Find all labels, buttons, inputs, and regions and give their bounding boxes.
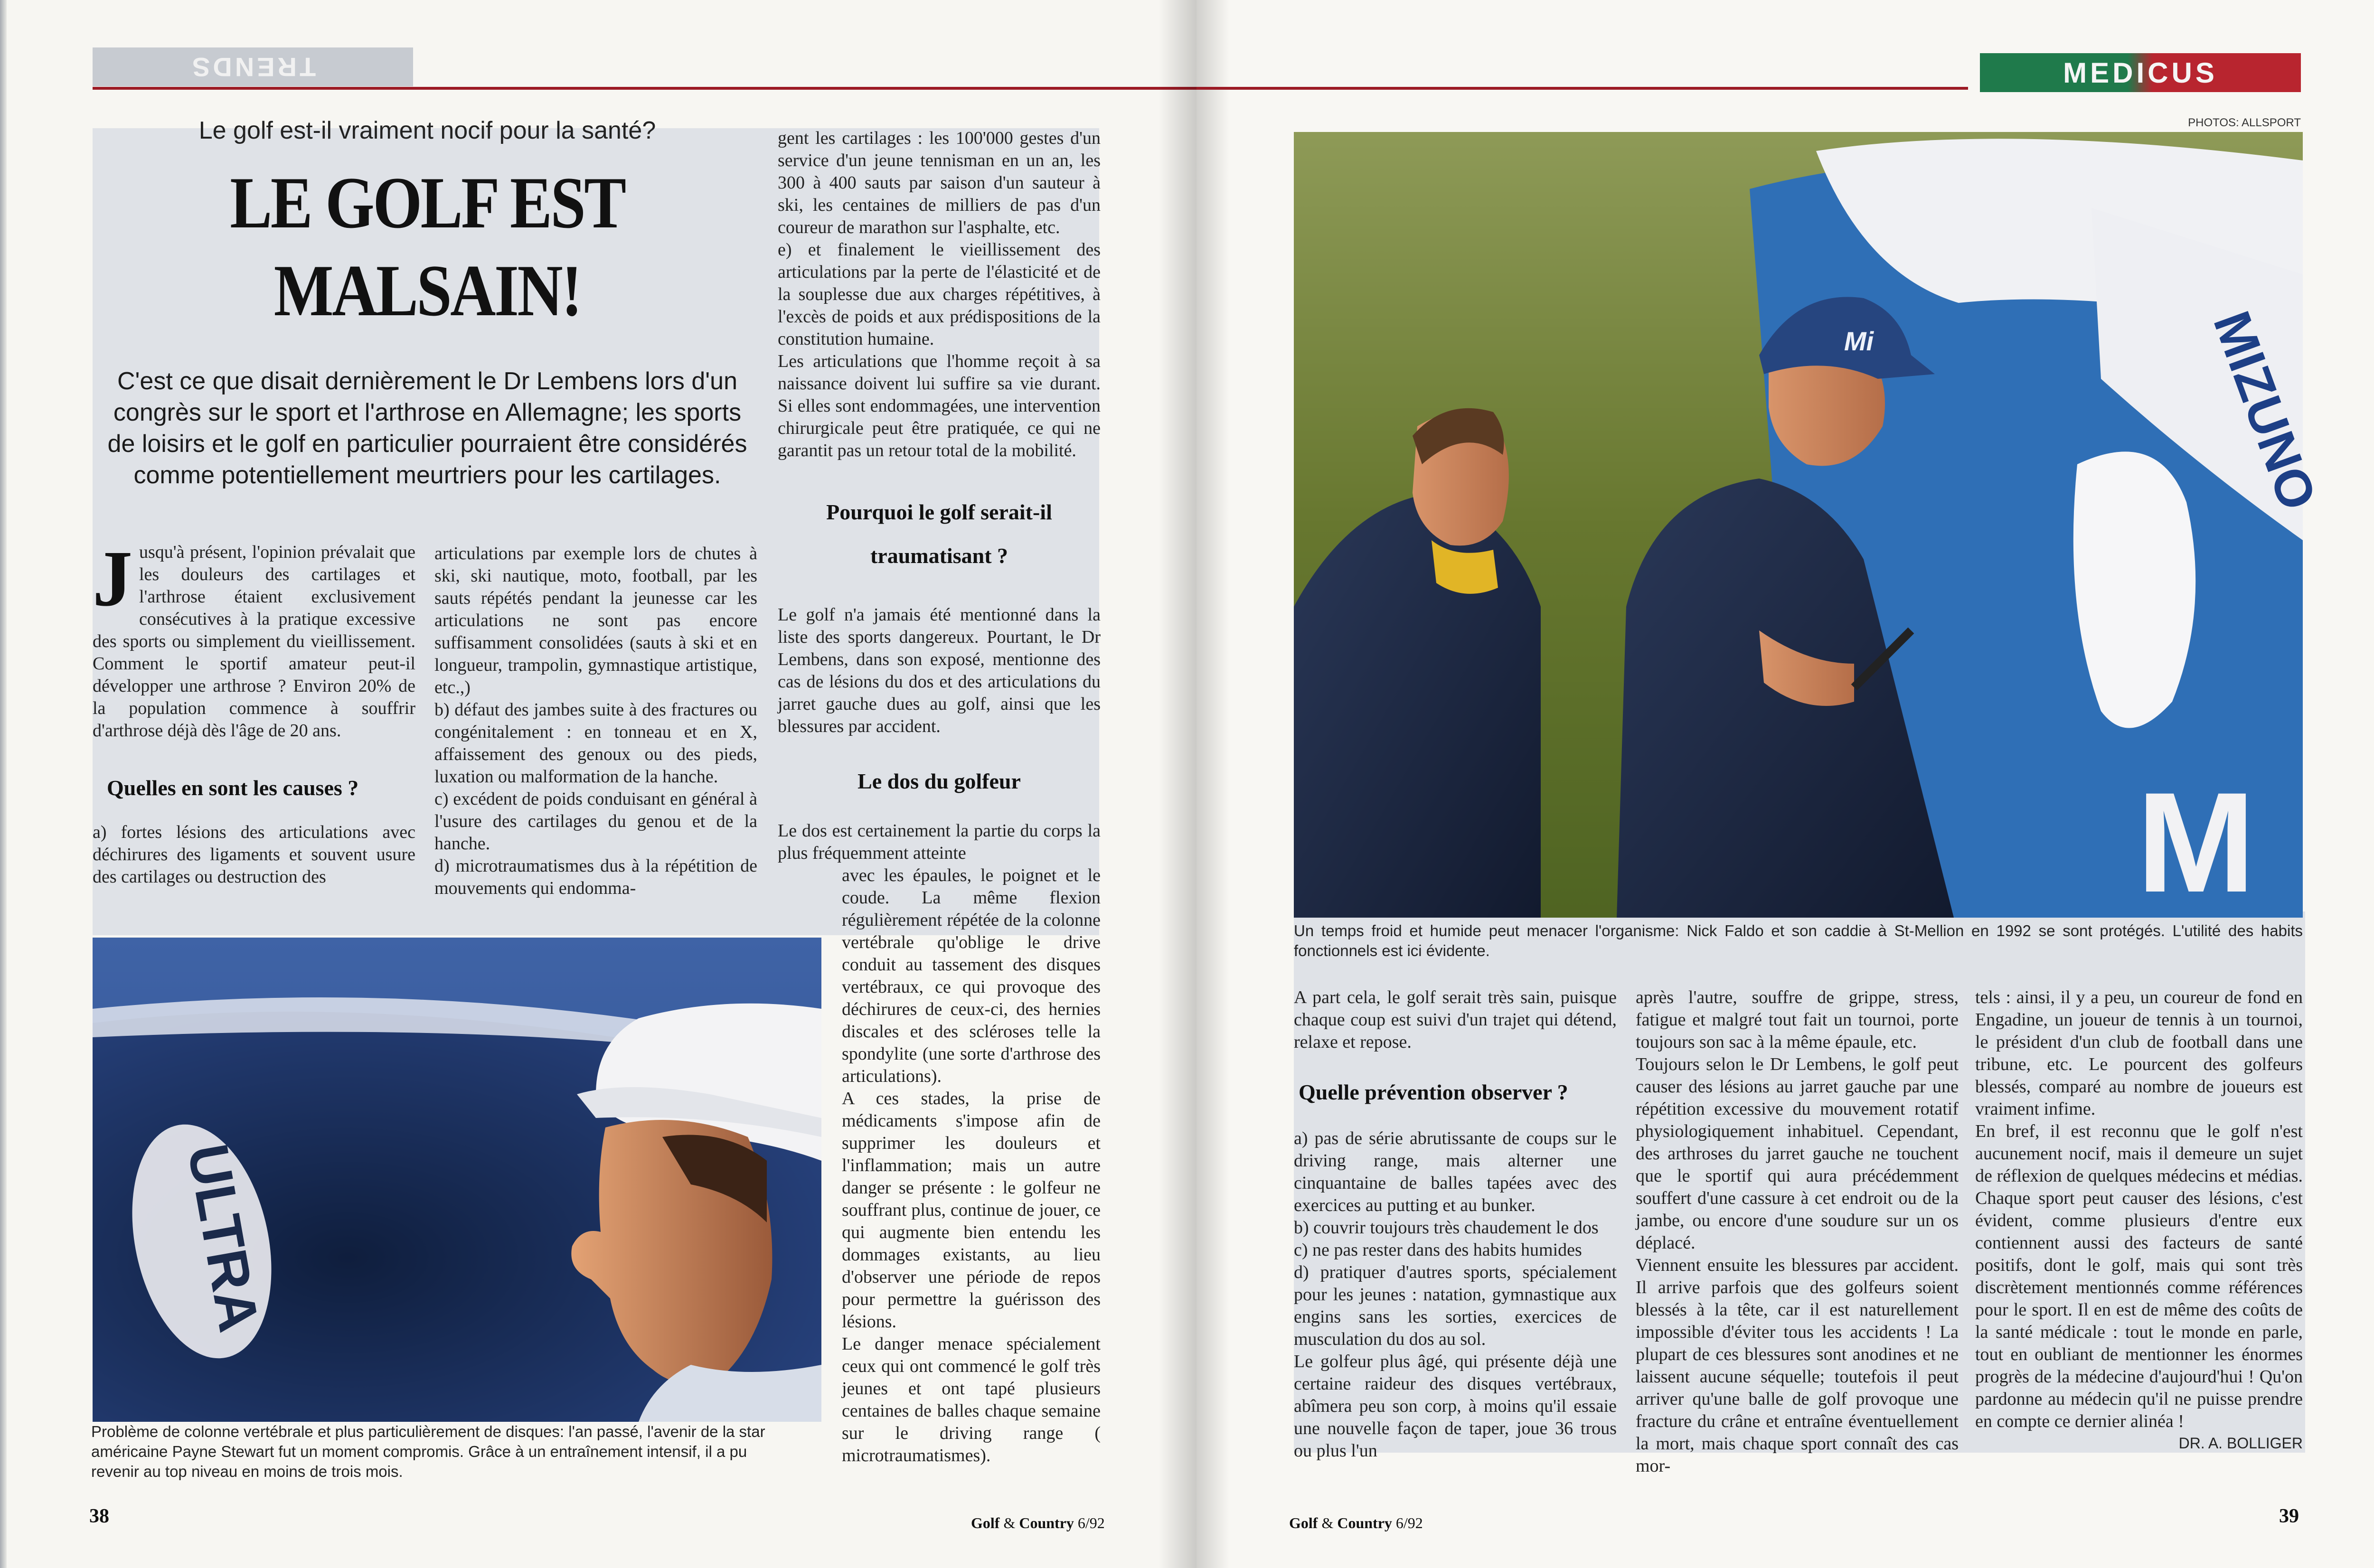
caption-left: Problème de colonne vertébrale et plus particulièrement de disques: l'an passé, l'avenir de la star américaine Payne Stewart fut un moment compromis. Grâce à un entraînement intensif, il a pu revenir au top niveau en moins de trois mois. xyxy=(91,1423,765,1480)
footer-left-country: Country xyxy=(1019,1514,1074,1531)
column-3-dos-narrow: avec les épaules, le poignet et le coude. La même flexion régulièrement répétée de la colonne vertébrale qu'oblige le drive conduit au tassement des disques vertébraux, ce qui provoque des déchirures de ceux-ci, des hernies discales et des scléroses telle la spondylite (une sorte d'arthrose des articulations). A ces stades, la prise de médicaments s'impose afin de supprimer les douleurs et l'inflammation; mais un autre danger se présente : le golfeur ne souffrant plus, continue de jouer, ce qui augmente bien entendu les dommages existants, au lieu d'observer une période de repos pour permettre la guérisson des lésions. Le danger menace spécialement ceux qui ont commencé le golf très jeunes et ont tapé plusieurs centaines de balles chaque semaine sur le driving range ( microtraumatismes). xyxy=(842,865,1101,1465)
umbrella-lettering-low: M xyxy=(2137,762,2255,922)
column-4 xyxy=(1294,986,1617,1462)
footer-left-issue: 6/92 xyxy=(1077,1514,1105,1531)
column-6-text: tels : ainsi, il y a peu, un coureur de fond en Engadine, un joueur de tennis à un tournoi, le président d'un club de football dans une tribune, etc. Le pourcent des golfeurs blessés, comparé au nombre de joueurs est vraiment infime. En bref, il est reconnu que le golf n'est aucunement nocif, mais il demeure un sujet de réflexion de quelques médecins et médias. Chaque sport peut causer des lésions, c'est évident, comme plusieurs d'entre eux contiennent aussi des facteurs de santé positifs, dont le golf, mais qui sont très discrètement mentionnés comme références pour le sport. Il en est de même des coûts de la santé médicale : tout le monde en parle, tout en oubliant de mentionner les énormes progrès de la médecine d'aujourd'hui ! Qu'on pardonne au médecin qu'il ne puisse prendre en compte ce dernier alinéa ! xyxy=(1975,987,2303,1431)
umbrella-lettering-top: MIZUNO xyxy=(2202,304,2328,518)
header-rule xyxy=(93,87,1196,90)
headline-line-1: LE GOLF EST xyxy=(230,162,625,244)
footer-right-country: Country xyxy=(1337,1514,1392,1531)
right-page xyxy=(1196,0,2374,1568)
header-rule-right xyxy=(1196,87,1968,90)
photo-illustration xyxy=(93,938,821,1422)
column-3-trauma: Le golf n'a jamais été mentionné dans la liste des sports dangereux. Pourtant, le Dr Lembens, dans son exposé, mentionne des cas de lésions du dos et des articulations du jarret gauche dues au golf, ainsi que les blessures par accident. xyxy=(778,605,1101,736)
photo-credit: PHOTOS: ALLSPORT xyxy=(2188,116,2301,129)
footer-left-amp: & xyxy=(1003,1514,1016,1531)
page-number-left: 38 xyxy=(89,1505,109,1527)
heading-trauma-line-2: traumatisant ? xyxy=(870,544,1008,568)
footer-magazine-left xyxy=(971,1514,1105,1532)
heading-trauma xyxy=(778,490,1101,578)
column-5: après l'autre, souffre de grippe, stress, fatigue et malgré tout fait un tournoi, porte toujours son sac à la même épaule, etc. Toujours selon le Dr Lembens, le golf peut causer des lésions au jarret gauche par une répétition excessive du mouvement rotatif physiologiquement inhabituel. Cependant, des arthroses du jarret gauche ne touchent que le sportif qui aura précédemment souffert d'une cassure à cet endroit ou de la jambe, ou encore d'une soudure sur un os déplacé. Viennent ensuite les blessures par accident. Il arrive parfois que des golfeurs soient blessés à la tête, car il est naturellement impossible d'éviter tous les accidents ! La plupart de ces blessures sont anodines et ne laissent aucune séquelle; toutefois il peut arriver qu'une balle de golf provoque une fracture du crâne et entraîne éventuellement la mort, mais chaque sport connaît des cas mor- xyxy=(1636,987,1959,1476)
adjacent-page-edge xyxy=(0,0,7,1568)
column-1 xyxy=(93,535,415,888)
gutter-shadow-right xyxy=(1196,0,1230,1568)
headline-line-2: MALSAIN! xyxy=(273,250,581,331)
column-3-dos-full: Le dos est certainement la partie du corps la plus fréquemment atteinte xyxy=(778,821,1101,863)
footer-right-name: Golf xyxy=(1289,1514,1318,1531)
column-3 xyxy=(778,127,1101,1467)
footer-right-issue: 6/92 xyxy=(1395,1514,1423,1531)
footer-magazine-right xyxy=(1289,1514,1423,1532)
rubric-tab-reversed xyxy=(93,47,413,86)
column-6 xyxy=(1975,986,2303,1452)
column-1-causes: a) fortes lésions des articulations avec déchirures des ligaments et souvent usure des cartilages ou destruction des xyxy=(93,822,415,887)
photo-illustration-right xyxy=(1294,132,2328,922)
column-2: articulations par exemple lors de chutes à ski, ski nautique, moto, football, par les sauts répétés pendant la jeunesse car les articulations ne sont pas encore suffisamment consolidées (sauts à ski et en longueur, trampolin, gymnastique artistique, etc.,) b) défaut des jambes suite à des fractures ou congénitalement : en tonneau et en X, affaissement des genoux ou des pieds, luxation ou malformation de la hanche. c) excédent de poids conduisant en général à l'usure des cartilages du genou et de la hanche. d) microtraumatismes dus à la répétition de mouvements qui endomma- xyxy=(434,544,757,898)
footer-right-amp: & xyxy=(1321,1514,1334,1531)
cap-lettering: Mi xyxy=(1844,326,1874,356)
article-lead: C'est ce que disait dernièrement le Dr Lembens lors d'un congrès sur le sport et l'arthrose en Allemagne; les sports de loisirs et le golf en particulier pourraient être considérés comme potentiellement meurtriers pour les cartilages. xyxy=(107,367,747,489)
photo-payne-stewart xyxy=(93,938,821,1422)
byline: DR. A. BOLLIGER xyxy=(2178,1435,2303,1452)
photo-faldo-caddie xyxy=(1294,132,2328,922)
rubric-label-medicus: MEDICUS xyxy=(2063,56,2218,89)
caption-right: Un temps froid et humide peut menacer l'organisme: Nick Faldo et son caddie à St-Mellion en 1992 se sont protégés. L'utilité des habits fonctionnels est ici évidente. xyxy=(1294,922,2303,959)
column-4-intro: A part cela, le golf serait très sain, puisque chaque coup est suivi d'un trajet qui détend, relaxe et repose. xyxy=(1294,987,1617,1052)
column-4-prevention: a) pas de série abrutissante de coups sur le driving range, mais alterner une cinquantaine de balles tapées avec des exercices au putting et au bunker. b) couvrir toujours très chaudement le dos c) ne pas rester dans des habits humides d) pratiquer d'autres sports, spécialement pour les jeunes : natation, gymnastique aux engins sans les sorties, exercices de musculation du dos au sol. Le golfeur plus âgé, qui présente déjà une certaine raideur des disques vertébraux, abîmera peu son corp, à moins qu'il essaie une nouvelle façon de taper, joue 36 trous ou plus l'un xyxy=(1294,1128,1617,1461)
column-1-intro: usqu'à présent, l'opinion prévalait que les douleurs des cartilages et l'arthrose étaient exclusivement consécutives à la pratique excessive des sports ou simplement du vieillissement. Comment le sportif amateur peut-il développer une arthrose ? Environ 20% de la population commence à souffrir d'arthrose déjà dès l'âge de 20 ans. xyxy=(93,542,415,741)
heading-causes: Quelles en sont les causes ? xyxy=(107,776,359,800)
heading-trauma-line-1: Pourquoi le golf serait-il xyxy=(826,500,1052,524)
gutter-shadow-left xyxy=(1159,0,1196,1568)
dropcap: J xyxy=(93,535,132,623)
rubric-label-reversed: TRENDS xyxy=(189,52,316,82)
footer-left-name: Golf xyxy=(971,1514,1000,1531)
heading-dos: Le dos du golfeur xyxy=(857,769,1021,793)
umbrella-lettering-left: ULTRA xyxy=(175,1139,271,1337)
article-kicker: Le golf est-il vraiment nocif pour la santé? xyxy=(198,117,656,144)
column-3-top: gent les cartilages : les 100'000 gestes d'un service d'un jeune tennisman en un an, les 300 à 400 sauts par saison d'un sauteur à ski, les centaines de milliers de pas d'un coureur de marathon sur l'asphalte, etc. e) et finalement le vieillissement des articulations par la perte de l'élasticité et de la souplesse due aux charges répétitives, à l'excès de poids et aux prédispositions de la constitution humaine. Les articulations que l'homme reçoit à sa naissance doivent lui suffire sa vie durant. Si elles sont endommagées, une intervention chirurgicale peut être pratiquée, ce qui ne garantit pas un retour total de la mobilité. xyxy=(778,128,1101,460)
rubric-medicus xyxy=(1980,53,2301,92)
heading-prevention: Quelle prévention observer ? xyxy=(1299,1080,1568,1104)
page-number-right: 39 xyxy=(2279,1505,2299,1527)
article-headline xyxy=(178,159,676,335)
